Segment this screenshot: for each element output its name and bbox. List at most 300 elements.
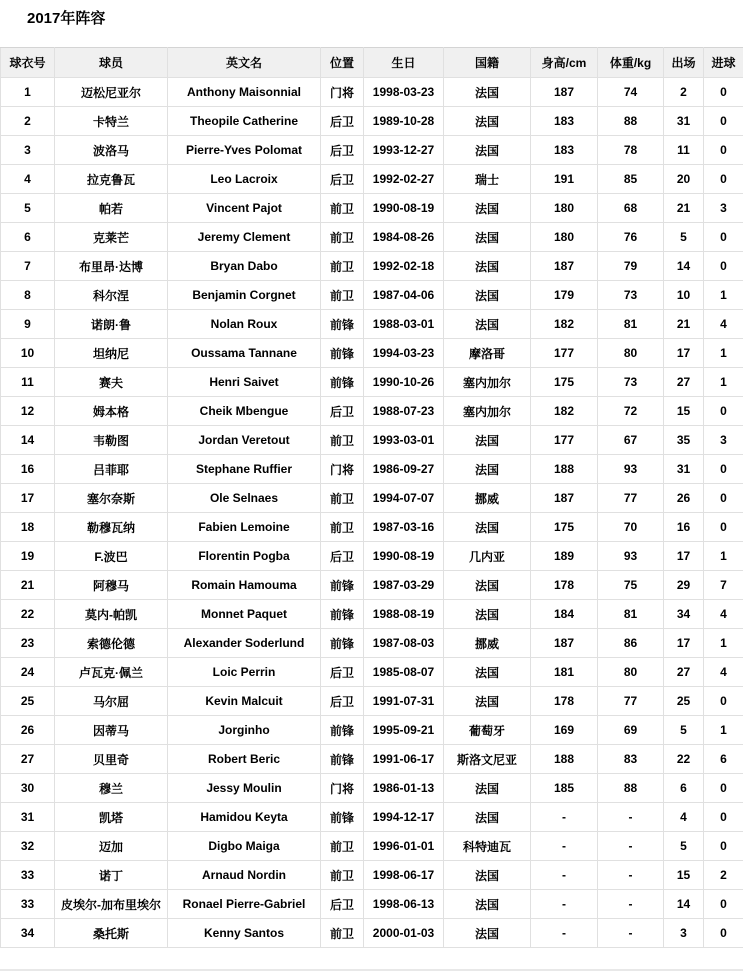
cell-appearances: 15 (664, 861, 704, 890)
cell-player-name: 凯塔 (55, 803, 168, 832)
cell-nationality: 几内亚 (444, 542, 531, 571)
cell-birthday: 1994-12-17 (364, 803, 444, 832)
table-row (1, 542, 743, 571)
cell-player-name: 阿穆马 (55, 571, 168, 600)
cell-english-name: Jeremy Clement (168, 223, 321, 252)
cell-appearances: 11 (664, 136, 704, 165)
table-row (1, 571, 743, 600)
cell-weight: - (598, 890, 664, 919)
cell-nationality: 法国 (444, 252, 531, 281)
cell-appearances: 25 (664, 687, 704, 716)
cell-weight: 83 (598, 745, 664, 774)
cell-goals: 0 (704, 803, 743, 832)
cell-english-name: Bryan Dabo (168, 252, 321, 281)
cell-player-name: 诺丁 (55, 861, 168, 890)
cell-english-name: Hamidou Keyta (168, 803, 321, 832)
cell-player-name: 吕菲耶 (55, 455, 168, 484)
cell-appearances: 20 (664, 165, 704, 194)
cell-height: 178 (531, 687, 598, 716)
cell-nationality: 法国 (444, 455, 531, 484)
table-row (1, 919, 743, 948)
cell-height: 189 (531, 542, 598, 571)
cell-weight: 67 (598, 426, 664, 455)
cell-position: 后卫 (321, 890, 364, 919)
cell-height: 183 (531, 136, 598, 165)
cell-player-name: 桑托斯 (55, 919, 168, 948)
cell-weight: 73 (598, 281, 664, 310)
cell-height: 191 (531, 165, 598, 194)
cell-jersey-number: 16 (1, 455, 55, 484)
cell-birthday: 1998-06-17 (364, 861, 444, 890)
cell-height: 185 (531, 774, 598, 803)
cell-jersey-number: 2 (1, 107, 55, 136)
header-row (1, 48, 743, 78)
cell-birthday: 1991-07-31 (364, 687, 444, 716)
cell-weight: 74 (598, 78, 664, 107)
cell-nationality: 法国 (444, 571, 531, 600)
cell-player-name: 迈加 (55, 832, 168, 861)
cell-birthday: 1987-03-29 (364, 571, 444, 600)
cell-birthday: 1996-01-01 (364, 832, 444, 861)
cell-position: 前卫 (321, 484, 364, 513)
table-row (1, 397, 743, 426)
cell-position: 前卫 (321, 513, 364, 542)
cell-birthday: 1987-04-06 (364, 281, 444, 310)
table-row (1, 832, 743, 861)
cell-appearances: 5 (664, 223, 704, 252)
cell-position: 后卫 (321, 136, 364, 165)
cell-appearances: 26 (664, 484, 704, 513)
cell-height: - (531, 919, 598, 948)
cell-birthday: 1988-07-23 (364, 397, 444, 426)
cell-english-name: Arnaud Nordin (168, 861, 321, 890)
cell-appearances: 27 (664, 658, 704, 687)
cell-weight: 80 (598, 658, 664, 687)
table-row (1, 223, 743, 252)
table-row (1, 890, 743, 919)
cell-weight: 68 (598, 194, 664, 223)
cell-goals: 0 (704, 78, 743, 107)
cell-jersey-number: 33 (1, 861, 55, 890)
cell-weight: 93 (598, 542, 664, 571)
cell-player-name: 皮埃尔-加布里埃尔 (55, 890, 168, 919)
table-row (1, 310, 743, 339)
cell-weight: 86 (598, 629, 664, 658)
cell-birthday: 1998-06-13 (364, 890, 444, 919)
cell-goals: 4 (704, 600, 743, 629)
cell-nationality: 塞内加尔 (444, 368, 531, 397)
cell-weight: - (598, 832, 664, 861)
cell-birthday: 2000-01-03 (364, 919, 444, 948)
cell-goals: 0 (704, 223, 743, 252)
cell-nationality: 法国 (444, 658, 531, 687)
column-header-appearances: 出场 (664, 48, 704, 78)
table-row (1, 339, 743, 368)
column-header-nationality: 国籍 (444, 48, 531, 78)
cell-height: 188 (531, 455, 598, 484)
cell-player-name: 波洛马 (55, 136, 168, 165)
cell-jersey-number: 19 (1, 542, 55, 571)
cell-jersey-number: 34 (1, 919, 55, 948)
cell-weight: 81 (598, 310, 664, 339)
cell-english-name: Stephane Ruffier (168, 455, 321, 484)
cell-birthday: 1994-07-07 (364, 484, 444, 513)
cell-player-name: 布里昂·达博 (55, 252, 168, 281)
cell-birthday: 1991-06-17 (364, 745, 444, 774)
column-header-jersey-number: 球衣号 (1, 48, 55, 78)
cell-jersey-number: 32 (1, 832, 55, 861)
cell-height: - (531, 832, 598, 861)
cell-position: 前卫 (321, 223, 364, 252)
cell-height: 187 (531, 629, 598, 658)
cell-jersey-number: 7 (1, 252, 55, 281)
cell-height: 175 (531, 368, 598, 397)
cell-goals: 0 (704, 513, 743, 542)
cell-birthday: 1985-08-07 (364, 658, 444, 687)
cell-nationality: 法国 (444, 223, 531, 252)
cell-weight: 72 (598, 397, 664, 426)
cell-goals: 1 (704, 368, 743, 397)
cell-english-name: Nolan Roux (168, 310, 321, 339)
cell-goals: 0 (704, 107, 743, 136)
cell-nationality: 法国 (444, 919, 531, 948)
table-row (1, 745, 743, 774)
cell-player-name: 穆兰 (55, 774, 168, 803)
cell-height: 175 (531, 513, 598, 542)
cell-goals: 1 (704, 716, 743, 745)
cell-position: 后卫 (321, 397, 364, 426)
cell-goals: 0 (704, 397, 743, 426)
cell-jersey-number: 8 (1, 281, 55, 310)
cell-goals: 0 (704, 774, 743, 803)
cell-english-name: Kevin Malcuit (168, 687, 321, 716)
cell-appearances: 21 (664, 310, 704, 339)
cell-goals: 1 (704, 542, 743, 571)
cell-weight: 88 (598, 107, 664, 136)
cell-player-name: 勒穆瓦纳 (55, 513, 168, 542)
cell-goals: 1 (704, 281, 743, 310)
cell-jersey-number: 22 (1, 600, 55, 629)
cell-nationality: 法国 (444, 861, 531, 890)
cell-english-name: Loic Perrin (168, 658, 321, 687)
cell-position: 前卫 (321, 919, 364, 948)
cell-height: 177 (531, 339, 598, 368)
cell-birthday: 1988-03-01 (364, 310, 444, 339)
cell-birthday: 1993-03-01 (364, 426, 444, 455)
cell-birthday: 1989-10-28 (364, 107, 444, 136)
table-row (1, 658, 743, 687)
cell-english-name: Jorginho (168, 716, 321, 745)
cell-jersey-number: 33 (1, 890, 55, 919)
cell-height: 177 (531, 426, 598, 455)
cell-goals: 2 (704, 861, 743, 890)
column-header-english-name: 英文名 (168, 48, 321, 78)
cell-birthday: 1990-08-19 (364, 542, 444, 571)
cell-nationality: 法国 (444, 687, 531, 716)
cell-position: 前卫 (321, 281, 364, 310)
cell-position: 后卫 (321, 687, 364, 716)
table-row (1, 716, 743, 745)
cell-position: 前锋 (321, 571, 364, 600)
table-row (1, 426, 743, 455)
cell-position: 门将 (321, 78, 364, 107)
table-row (1, 629, 743, 658)
cell-english-name: Robert Beric (168, 745, 321, 774)
cell-nationality: 法国 (444, 78, 531, 107)
cell-player-name: 索德伦德 (55, 629, 168, 658)
cell-english-name: Leo Lacroix (168, 165, 321, 194)
cell-jersey-number: 3 (1, 136, 55, 165)
cell-english-name: Monnet Paquet (168, 600, 321, 629)
table-row (1, 136, 743, 165)
cell-jersey-number: 27 (1, 745, 55, 774)
cell-appearances: 14 (664, 890, 704, 919)
cell-jersey-number: 6 (1, 223, 55, 252)
cell-player-name: 克莱芒 (55, 223, 168, 252)
cell-weight: 77 (598, 484, 664, 513)
cell-height: 187 (531, 252, 598, 281)
cell-birthday: 1987-03-16 (364, 513, 444, 542)
cell-birthday: 1995-09-21 (364, 716, 444, 745)
cell-nationality: 法国 (444, 600, 531, 629)
table-body (1, 78, 743, 948)
cell-appearances: 10 (664, 281, 704, 310)
cell-birthday: 1990-10-26 (364, 368, 444, 397)
cell-position: 前锋 (321, 745, 364, 774)
cell-nationality: 葡萄牙 (444, 716, 531, 745)
cell-jersey-number: 10 (1, 339, 55, 368)
table-row (1, 165, 743, 194)
cell-english-name: Henri Saivet (168, 368, 321, 397)
table-row (1, 687, 743, 716)
cell-player-name: F.波巴 (55, 542, 168, 571)
cell-birthday: 1987-08-03 (364, 629, 444, 658)
cell-player-name: 姆本格 (55, 397, 168, 426)
cell-jersey-number: 1 (1, 78, 55, 107)
cell-goals: 6 (704, 745, 743, 774)
cell-weight: 70 (598, 513, 664, 542)
cell-height: 180 (531, 223, 598, 252)
cell-height: 169 (531, 716, 598, 745)
cell-english-name: Theopile Catherine (168, 107, 321, 136)
cell-jersey-number: 21 (1, 571, 55, 600)
cell-weight: 81 (598, 600, 664, 629)
cell-birthday: 1992-02-27 (364, 165, 444, 194)
cell-height: 187 (531, 78, 598, 107)
cell-player-name: 马尔屈 (55, 687, 168, 716)
cell-english-name: Ole Selnaes (168, 484, 321, 513)
cell-birthday: 1990-08-19 (364, 194, 444, 223)
cell-player-name: 卡特兰 (55, 107, 168, 136)
cell-height: 182 (531, 310, 598, 339)
cell-appearances: 17 (664, 339, 704, 368)
cell-nationality: 法国 (444, 890, 531, 919)
cell-english-name: Kenny Santos (168, 919, 321, 948)
cell-goals: 0 (704, 890, 743, 919)
column-header-goals: 进球 (704, 48, 743, 78)
table-row (1, 484, 743, 513)
table-row (1, 194, 743, 223)
cell-nationality: 法国 (444, 803, 531, 832)
cell-position: 门将 (321, 774, 364, 803)
cell-position: 后卫 (321, 658, 364, 687)
cell-appearances: 31 (664, 107, 704, 136)
cell-weight: 79 (598, 252, 664, 281)
table-row (1, 600, 743, 629)
cell-jersey-number: 23 (1, 629, 55, 658)
cell-jersey-number: 17 (1, 484, 55, 513)
cell-goals: 7 (704, 571, 743, 600)
cell-height: 182 (531, 397, 598, 426)
cell-goals: 0 (704, 455, 743, 484)
cell-nationality: 法国 (444, 426, 531, 455)
cell-appearances: 21 (664, 194, 704, 223)
cell-weight: 85 (598, 165, 664, 194)
cell-position: 前锋 (321, 600, 364, 629)
cell-goals: 0 (704, 484, 743, 513)
cell-position: 前锋 (321, 629, 364, 658)
cell-weight: 76 (598, 223, 664, 252)
cell-appearances: 5 (664, 832, 704, 861)
cell-nationality: 法国 (444, 513, 531, 542)
cell-english-name: Vincent Pajot (168, 194, 321, 223)
cell-english-name: Pierre-Yves Polomat (168, 136, 321, 165)
cell-goals: 1 (704, 339, 743, 368)
cell-player-name: 诺朗·鲁 (55, 310, 168, 339)
cell-weight: - (598, 919, 664, 948)
cell-position: 后卫 (321, 542, 364, 571)
cell-nationality: 瑞士 (444, 165, 531, 194)
cell-english-name: Ronael Pierre-Gabriel (168, 890, 321, 919)
cell-jersey-number: 11 (1, 368, 55, 397)
cell-weight: 78 (598, 136, 664, 165)
cell-english-name: Jessy Moulin (168, 774, 321, 803)
cell-player-name: 韦勒图 (55, 426, 168, 455)
cell-jersey-number: 24 (1, 658, 55, 687)
cell-player-name: 赛夫 (55, 368, 168, 397)
cell-height: 187 (531, 484, 598, 513)
table-row (1, 513, 743, 542)
cell-height: 188 (531, 745, 598, 774)
column-header-player-name: 球员 (55, 48, 168, 78)
cell-goals: 0 (704, 165, 743, 194)
cell-english-name: Fabien Lemoine (168, 513, 321, 542)
cell-nationality: 法国 (444, 194, 531, 223)
cell-birthday: 1992-02-18 (364, 252, 444, 281)
cell-weight: 80 (598, 339, 664, 368)
cell-nationality: 法国 (444, 136, 531, 165)
table-row (1, 368, 743, 397)
cell-goals: 0 (704, 252, 743, 281)
cell-weight: 73 (598, 368, 664, 397)
cell-player-name: 因蒂马 (55, 716, 168, 745)
cell-goals: 1 (704, 629, 743, 658)
cell-nationality: 科特迪瓦 (444, 832, 531, 861)
cell-goals: 0 (704, 832, 743, 861)
cell-position: 前锋 (321, 339, 364, 368)
cell-weight: 93 (598, 455, 664, 484)
cell-player-name: 卢瓦克·佩兰 (55, 658, 168, 687)
cell-appearances: 22 (664, 745, 704, 774)
cell-appearances: 34 (664, 600, 704, 629)
cell-jersey-number: 30 (1, 774, 55, 803)
cell-position: 门将 (321, 455, 364, 484)
cell-appearances: 16 (664, 513, 704, 542)
cell-weight: - (598, 861, 664, 890)
cell-weight: 69 (598, 716, 664, 745)
cell-appearances: 35 (664, 426, 704, 455)
cell-height: - (531, 890, 598, 919)
table-row (1, 803, 743, 832)
cell-jersey-number: 14 (1, 426, 55, 455)
table-row (1, 861, 743, 890)
cell-position: 后卫 (321, 107, 364, 136)
cell-nationality: 斯洛文尼亚 (444, 745, 531, 774)
cell-weight: 88 (598, 774, 664, 803)
table-row (1, 252, 743, 281)
cell-position: 前锋 (321, 716, 364, 745)
cell-player-name: 帕若 (55, 194, 168, 223)
cell-birthday: 1988-08-19 (364, 600, 444, 629)
cell-goals: 4 (704, 658, 743, 687)
cell-player-name: 塞尔奈斯 (55, 484, 168, 513)
cell-jersey-number: 26 (1, 716, 55, 745)
cell-position: 前卫 (321, 861, 364, 890)
cell-birthday: 1993-12-27 (364, 136, 444, 165)
cell-player-name: 贝里奇 (55, 745, 168, 774)
cell-height: - (531, 861, 598, 890)
cell-english-name: Anthony Maisonnial (168, 78, 321, 107)
cell-appearances: 29 (664, 571, 704, 600)
cell-player-name: 科尔涅 (55, 281, 168, 310)
cell-english-name: Benjamin Corgnet (168, 281, 321, 310)
cell-weight: 75 (598, 571, 664, 600)
cell-appearances: 3 (664, 919, 704, 948)
cell-birthday: 1984-08-26 (364, 223, 444, 252)
cell-jersey-number: 18 (1, 513, 55, 542)
page-title: 2017年阵容 (27, 10, 106, 27)
cell-english-name: Florentin Pogba (168, 542, 321, 571)
cell-appearances: 17 (664, 542, 704, 571)
column-header-weight: 体重/kg (598, 48, 664, 78)
cell-birthday: 1998-03-23 (364, 78, 444, 107)
cell-position: 后卫 (321, 165, 364, 194)
cell-english-name: Romain Hamouma (168, 571, 321, 600)
cell-appearances: 2 (664, 78, 704, 107)
cell-position: 前卫 (321, 194, 364, 223)
table-row (1, 107, 743, 136)
cell-height: - (531, 803, 598, 832)
cell-player-name: 迈松尼亚尔 (55, 78, 168, 107)
cell-weight: 77 (598, 687, 664, 716)
cell-english-name: Cheik Mbengue (168, 397, 321, 426)
cell-nationality: 法国 (444, 310, 531, 339)
cell-jersey-number: 4 (1, 165, 55, 194)
cell-appearances: 27 (664, 368, 704, 397)
cell-height: 180 (531, 194, 598, 223)
cell-jersey-number: 9 (1, 310, 55, 339)
cell-height: 178 (531, 571, 598, 600)
cell-birthday: 1994-03-23 (364, 339, 444, 368)
cell-english-name: Alexander Soderlund (168, 629, 321, 658)
cell-position: 前卫 (321, 252, 364, 281)
cell-nationality: 摩洛哥 (444, 339, 531, 368)
cell-position: 前锋 (321, 368, 364, 397)
column-header-position: 位置 (321, 48, 364, 78)
table-row (1, 78, 743, 107)
cell-position: 前锋 (321, 310, 364, 339)
cell-goals: 0 (704, 919, 743, 948)
